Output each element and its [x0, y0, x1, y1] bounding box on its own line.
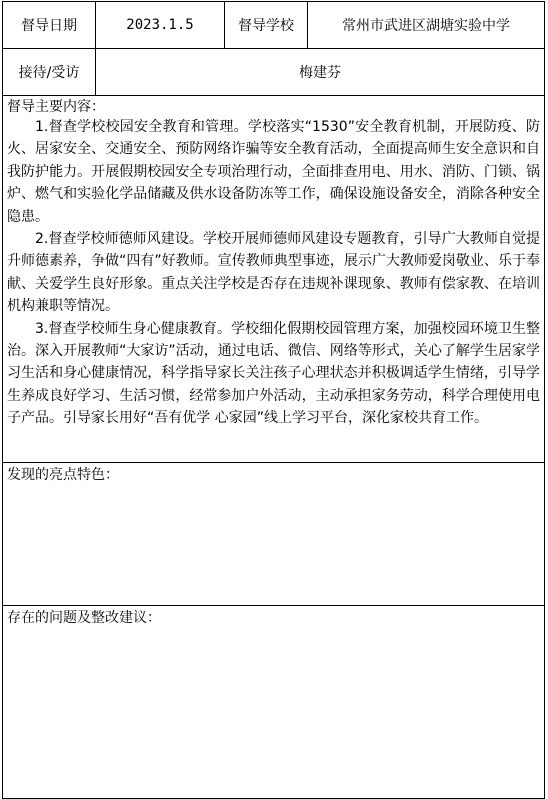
content-paragraph-1: 1.督查学校校园安全教育和管理。学校落实“1530”安全教育机制，开展防疫、防火、居家安全、交通安全、预防网络诈骗等安全教育活动，全面提高师生安全意识和自我防护能力。开展假期校园安全专项治理行动，全面排查用电、用水、消防、门锁、锅炉、燃气和实验化学品储藏及供水设备防冻等工作，确保设施设备安全，消除各种安全隐患。 — [7, 119, 540, 225]
content-paragraph-2: 2.督查学校师德师风建设。学校开展师德师风建设专题教育，引导广大教师自觉提升师德素养，争做“四有”好教师。宣传教师典型事迹，展示广大教师爱岗敬业、乐于奉献、关爱学生良好形象。重点关注学校是否存在违规补课现象、教师有偿家教、在培训机构兼职等情况。 — [7, 231, 540, 315]
date-value: 2023.1.5 — [96, 2, 225, 49]
highlights-section — [3, 463, 545, 606]
issues-section — [3, 606, 545, 799]
header-row-date-school — [3, 2, 545, 49]
main-content-title: 督导主要内容： — [7, 99, 105, 115]
school-value: 常州市武进区湖塘实验中学 — [308, 2, 545, 49]
content-row — [3, 96, 545, 463]
highlights-row — [3, 463, 545, 606]
header-row-receiver — [3, 49, 545, 96]
date-label: 督导日期 — [3, 2, 96, 49]
main-content-section — [3, 96, 545, 463]
highlights-title: 发现的亮点特色： — [7, 467, 119, 483]
supervision-table — [2, 1, 545, 799]
receiver-label: 接待/受访 — [3, 49, 96, 96]
content-paragraph-3: 3.督查学校师生身心健康教育。学校细化假期校园管理方案，加强校园环境卫生整治。深入开展教师“大家访”活动，通过电话、微信、网络等形式，关心了解学生居家学习生活和身心健康情况，科学指导家长关注孩子心理状态并积极调适学生情绪，引导学生养成良好学习、生活习惯，经常参加户外活动，主动承担家务劳动，科学合理使用电子产品。引导家长用好“吾有优学 心家园”线上学习平台，深化家校共育工作。 — [7, 320, 540, 427]
school-label: 督导学校 — [225, 2, 308, 49]
issues-row — [3, 606, 545, 799]
receiver-value: 梅建芬 — [96, 49, 545, 96]
issues-title: 存在的问题及整改建议： — [7, 610, 161, 626]
